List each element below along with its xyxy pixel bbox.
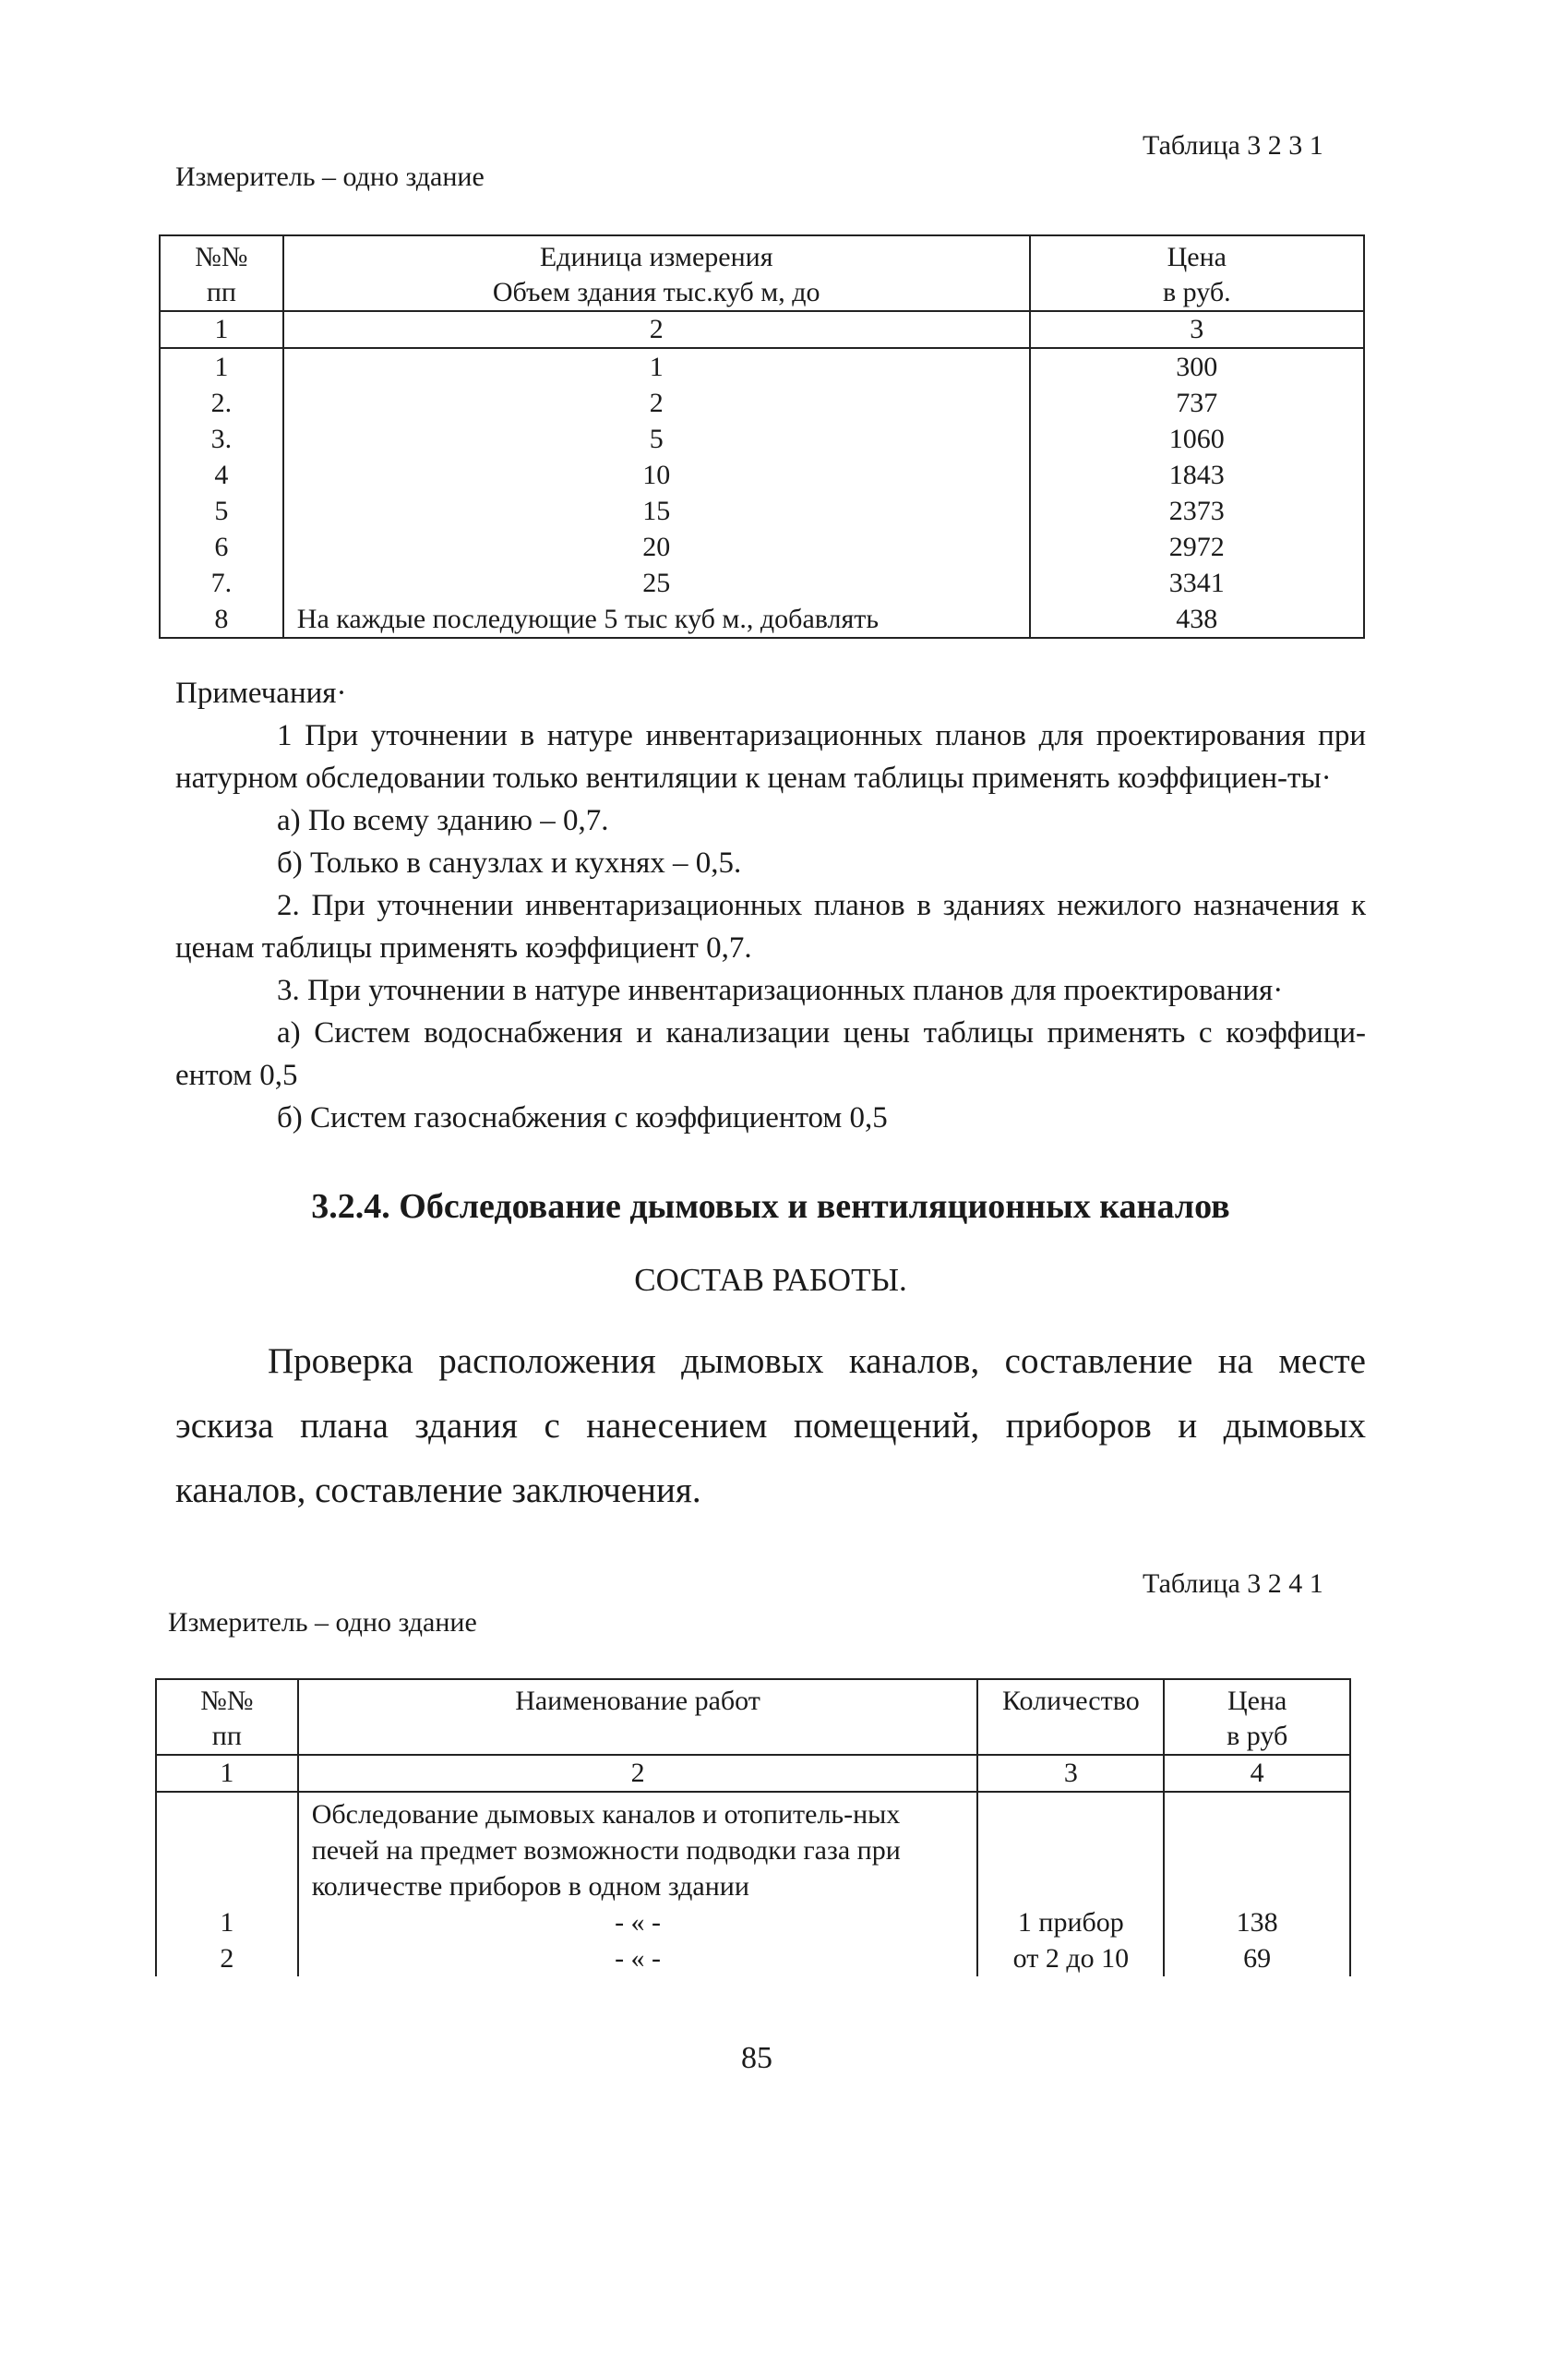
table-row: 2 - « - от 2 до 10 69 (156, 1940, 1350, 1976)
table1-colnum-row: 1 2 3 (160, 311, 1364, 348)
note-line: 3. При уточнении в натуре инвентаризационных планов для проектирования· (277, 974, 1284, 1007)
table2-group-row (156, 1792, 1350, 1904)
table-row: 3. 5 1060 (160, 421, 1364, 457)
table2-header-num: №№ пп (156, 1679, 298, 1755)
table2-header-name: Наименование работ (298, 1679, 978, 1755)
note-line: б) Только в санузлах и кухнях – 0,5. (277, 846, 742, 880)
note-line: б) Систем газоснабжения с коэффициентом 0,5 (277, 1101, 888, 1134)
table-row: 5 15 2373 (160, 493, 1364, 529)
table1-label: Таблица 3 2 3 1 (1143, 130, 1323, 161)
table2-colnum-row: 1 2 3 4 (156, 1755, 1350, 1792)
notes (175, 672, 1366, 1139)
table2 (155, 1678, 1351, 1976)
table2-label: Таблица 3 2 4 1 (1143, 1568, 1323, 1599)
table-row: 6 20 2972 (160, 529, 1364, 565)
table-row: 4 10 1843 (160, 457, 1364, 493)
note-line: 2. При уточнении инвентаризационных планов в зданиях нежилого назначения к ценам таблицы применять коэффициент 0,7. (175, 889, 1366, 965)
page-number: 85 (741, 2041, 772, 2075)
table1-header-row (160, 235, 1364, 311)
table-row: 1 - « - 1 прибор 138 (156, 1904, 1350, 1940)
note-line: а) Систем водоснабжения и канализации цены таблицы применять с коэффици-ентом 0,5 (175, 1016, 1366, 1092)
table-row: 7. 25 3341 (160, 565, 1364, 601)
table2-group-title: Обследование дымовых каналов и отопитель-ных печей на предмет возможности подводки газа при количестве приборов в одном здании (298, 1792, 978, 1904)
section-body: Проверка расположения дымовых каналов, составление на месте эскиза плана здания с нанесением помещений, приборов и дымовых каналов, составление заключения. (175, 1341, 1366, 1510)
table1-header-unit: Единица измерения Объем здания тыс.куб м, до (283, 235, 1030, 311)
section-heading: 3.2.4. Обследование дымовых и вентиляционных каналов (311, 1187, 1230, 1226)
table-row: 2. 2 737 (160, 385, 1364, 421)
note-line: а) По всему зданию – 0,7. (277, 804, 609, 837)
table1 (159, 234, 1365, 639)
notes-title: Примечания· (175, 677, 347, 710)
table1-meter: Измеритель – одно здание (175, 162, 485, 192)
table2-header-price: Цена в руб (1164, 1679, 1350, 1755)
section-subheading: СОСТАВ РАБОТЫ. (634, 1262, 907, 1298)
table-row: 1 1 300 (160, 348, 1364, 385)
table2-meter: Измеритель – одно здание (168, 1607, 477, 1638)
table1-header-price: Цена в руб. (1030, 235, 1364, 311)
table-row: 8 На каждые последующие 5 тыс куб м., добавлять 438 (160, 601, 1364, 638)
table2-header-qty: Количество (977, 1679, 1164, 1755)
table2-header-row (156, 1679, 1350, 1755)
table1-header-num: №№ пп (160, 235, 283, 311)
note-line: 1 При уточнении в натуре инвентаризационных планов для проектирования при натурном обследовании только вентиляции к ценам таблицы применять коэффициен-ты· (175, 719, 1366, 795)
